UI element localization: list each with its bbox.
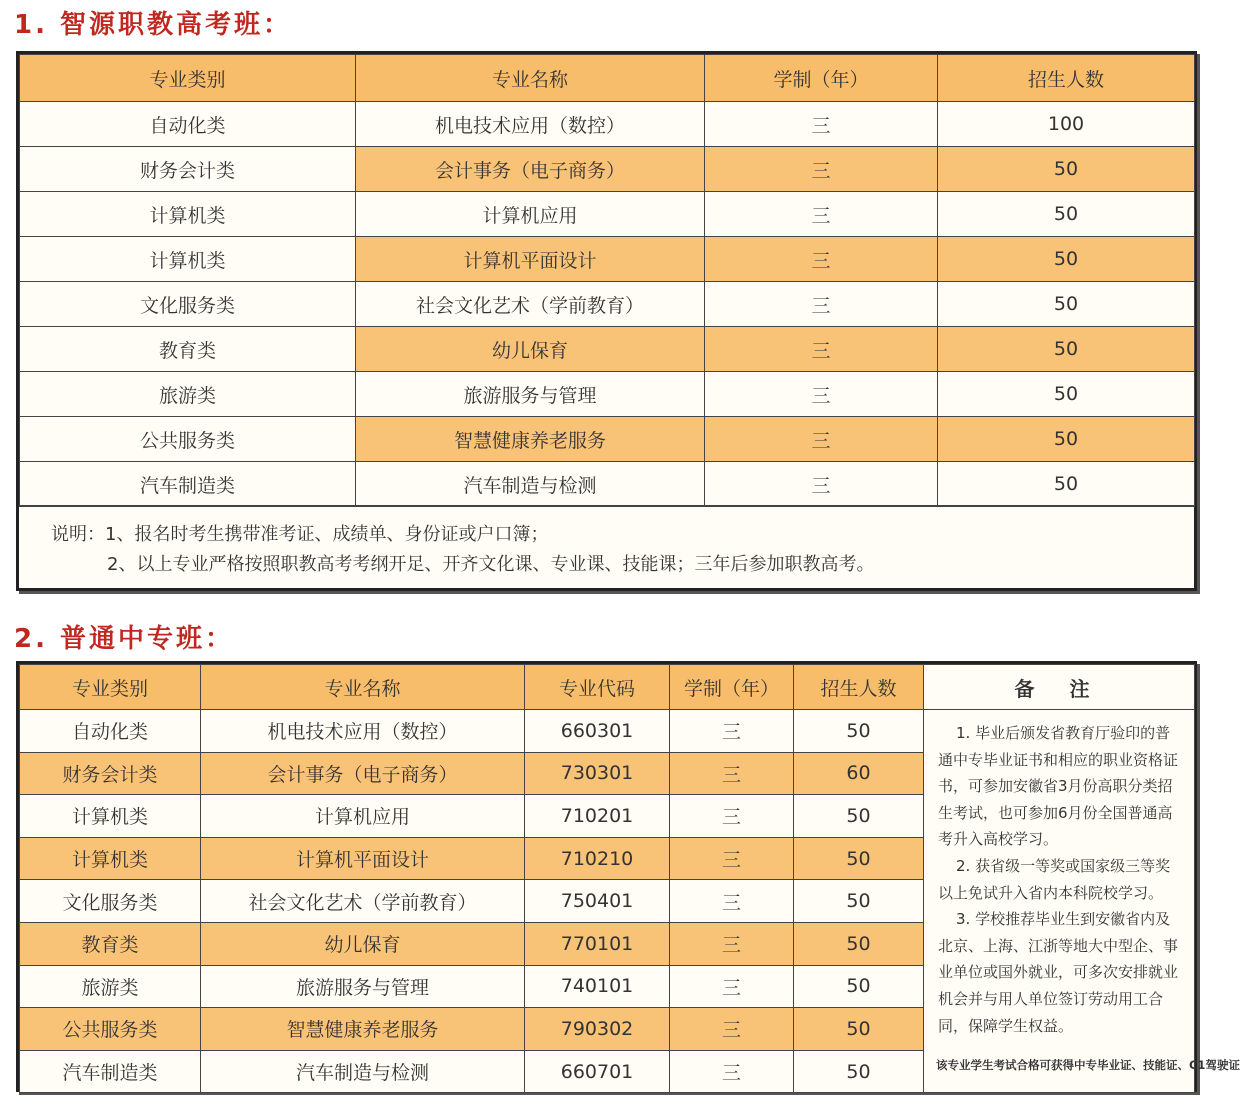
header-major: 专业名称	[356, 55, 705, 102]
major-cell: 会计事务（电子商务）	[356, 147, 705, 192]
category-cell: 计算机类	[20, 837, 201, 880]
major-cell: 旅游服务与管理	[356, 372, 705, 417]
years-cell: 三	[670, 1050, 794, 1093]
table-row	[20, 147, 1195, 192]
table-row	[20, 237, 1195, 282]
header-count: 招生人数	[794, 665, 924, 710]
code-cell: 710210	[525, 837, 670, 880]
table-row	[20, 417, 1195, 462]
count-cell: 50	[794, 922, 924, 965]
regular-secondary-class-table	[19, 664, 1240, 1093]
years-cell: 三	[670, 965, 794, 1008]
regular-secondary-class-table-frame	[16, 661, 1240, 1092]
count-cell: 50	[938, 372, 1195, 417]
major-cell: 社会文化艺术（学前教育）	[356, 282, 705, 327]
table-header-row	[20, 55, 1195, 102]
remarks-footer: 该专业学生考试合格可获得中专毕业证、技能证、C1驾驶证	[936, 1057, 1240, 1072]
years-cell: 三	[705, 462, 938, 507]
note-line-2: 2、以上专业严格按照职教高考考纲开足、开齐文化课、专业课、技能课；三年后参加职教高考。	[107, 554, 875, 575]
code-cell: 730301	[525, 752, 670, 795]
category-cell: 计算机类	[20, 795, 201, 838]
years-cell: 三	[705, 147, 938, 192]
major-cell: 机电技术应用（数控）	[201, 710, 525, 753]
header-major: 专业名称	[201, 665, 525, 710]
count-cell: 50	[938, 462, 1195, 507]
count-cell: 50	[794, 880, 924, 923]
remark-3: 3. 学校推荐毕业生到安徽省内及北京、上海、江浙等地大中型企、事业单位或国外就业，可多次安排就业机会并与用人单位签订劳动用工合同，保障学生权益。	[938, 910, 1179, 1035]
category-cell: 财务会计类	[20, 147, 356, 192]
category-cell: 旅游类	[20, 372, 356, 417]
category-cell: 计算机类	[20, 237, 356, 282]
count-cell: 50	[794, 1008, 924, 1051]
vocational-exam-class-table-frame	[16, 51, 1197, 591]
table-row	[20, 710, 1195, 753]
category-cell: 文化服务类	[20, 880, 201, 923]
table-row	[20, 282, 1195, 327]
table-row	[20, 462, 1195, 507]
section1-title: 1. 智源职教高考班：	[14, 10, 293, 40]
vocational-exam-class-table	[19, 54, 1195, 507]
code-cell: 770101	[525, 922, 670, 965]
category-cell: 自动化类	[20, 102, 356, 147]
table-row	[20, 102, 1195, 147]
count-cell: 50	[938, 282, 1195, 327]
major-cell: 计算机平面设计	[356, 237, 705, 282]
header-category: 专业类别	[20, 665, 201, 710]
major-cell: 会计事务（电子商务）	[201, 752, 525, 795]
count-cell: 50	[938, 327, 1195, 372]
count-cell: 50	[794, 1050, 924, 1093]
code-cell: 740101	[525, 965, 670, 1008]
years-cell: 三	[705, 327, 938, 372]
table-row	[20, 327, 1195, 372]
count-cell: 50	[938, 237, 1195, 282]
years-cell: 三	[670, 922, 794, 965]
category-cell: 公共服务类	[20, 1008, 201, 1051]
remark-2: 2. 获省级一等奖或国家级三等奖以上免试升入省内本科院校学习。	[938, 856, 1171, 902]
years-cell: 三	[705, 192, 938, 237]
remark-1: 1. 毕业后颁发省教育厅验印的普通中专毕业证书和相应的职业资格证书，可参加安徽省3月份高职分类招生考试，也可参加6月份全国普通高考升入高校学习。	[938, 724, 1179, 849]
header-code: 专业代码	[525, 665, 670, 710]
count-cell: 50	[794, 965, 924, 1008]
major-cell: 社会文化艺术（学前教育）	[201, 880, 525, 923]
section2-title: 2. 普通中专班：	[14, 624, 235, 654]
code-cell: 750401	[525, 880, 670, 923]
major-cell: 机电技术应用（数控）	[356, 102, 705, 147]
header-count: 招生人数	[938, 55, 1195, 102]
major-cell: 计算机应用	[201, 795, 525, 838]
code-cell: 710201	[525, 795, 670, 838]
count-cell: 50	[938, 192, 1195, 237]
table-header-row	[20, 665, 1195, 710]
category-cell: 旅游类	[20, 965, 201, 1008]
years-cell: 三	[670, 795, 794, 838]
count-cell: 50	[938, 147, 1195, 192]
major-cell: 旅游服务与管理	[201, 965, 525, 1008]
category-cell: 文化服务类	[20, 282, 356, 327]
code-cell: 660701	[525, 1050, 670, 1093]
count-cell: 50	[794, 795, 924, 838]
code-cell: 790302	[525, 1008, 670, 1051]
category-cell: 汽车制造类	[20, 1050, 201, 1093]
remarks-cell	[924, 710, 1240, 1093]
category-cell: 计算机类	[20, 192, 356, 237]
header-years: 学制（年）	[670, 665, 794, 710]
major-cell: 计算机平面设计	[201, 837, 525, 880]
years-cell: 三	[705, 282, 938, 327]
note-line-1: 说明：1、报名时考生携带准考证、成绩单、身份证或户口簿；	[51, 524, 549, 545]
major-cell: 幼儿保育	[201, 922, 525, 965]
category-cell: 教育类	[20, 327, 356, 372]
code-cell: 660301	[525, 710, 670, 753]
years-cell: 三	[705, 237, 938, 282]
header-remarks: 备 注	[924, 665, 1195, 710]
years-cell: 三	[705, 417, 938, 462]
major-cell: 汽车制造与检测	[201, 1050, 525, 1093]
years-cell: 三	[670, 710, 794, 753]
notes-block	[19, 505, 1194, 588]
category-cell: 财务会计类	[20, 752, 201, 795]
table-row	[20, 372, 1195, 417]
header-years: 学制（年）	[705, 55, 938, 102]
years-cell: 三	[670, 1008, 794, 1051]
category-cell: 汽车制造类	[20, 462, 356, 507]
major-cell: 汽车制造与检测	[356, 462, 705, 507]
major-cell: 智慧健康养老服务	[201, 1008, 525, 1051]
category-cell: 自动化类	[20, 710, 201, 753]
major-cell: 计算机应用	[356, 192, 705, 237]
years-cell: 三	[705, 102, 938, 147]
years-cell: 三	[670, 880, 794, 923]
major-cell: 幼儿保育	[356, 327, 705, 372]
years-cell: 三	[670, 837, 794, 880]
count-cell: 50	[794, 837, 924, 880]
table-row	[20, 192, 1195, 237]
count-cell: 50	[794, 710, 924, 753]
category-cell: 公共服务类	[20, 417, 356, 462]
years-cell: 三	[670, 752, 794, 795]
header-category: 专业类别	[20, 55, 356, 102]
category-cell: 教育类	[20, 922, 201, 965]
count-cell: 50	[938, 417, 1195, 462]
count-cell: 60	[794, 752, 924, 795]
count-cell: 100	[938, 102, 1195, 147]
major-cell: 智慧健康养老服务	[356, 417, 705, 462]
years-cell: 三	[705, 372, 938, 417]
